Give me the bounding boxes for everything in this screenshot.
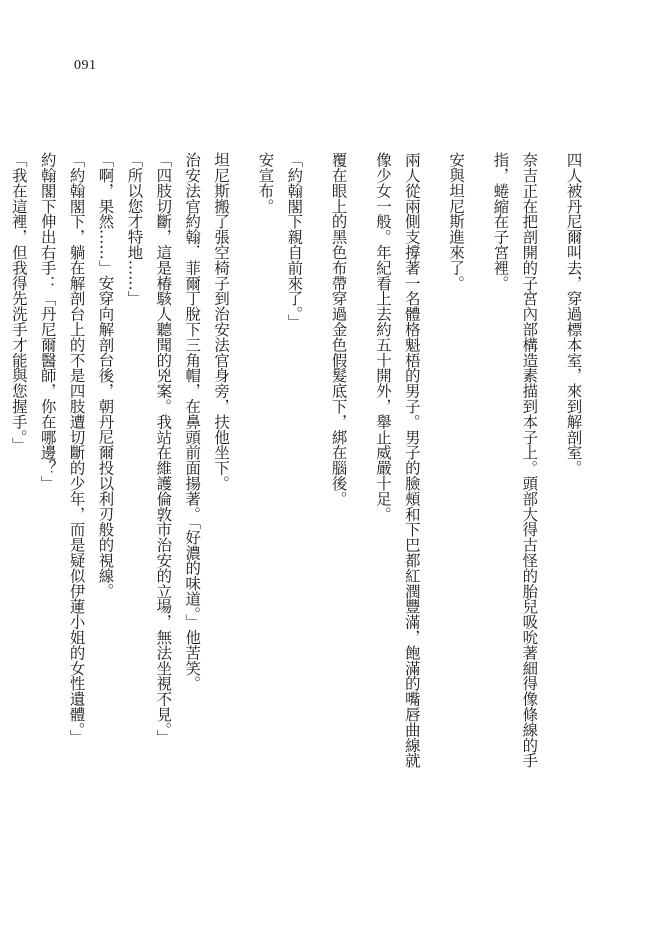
vertical-text-block [9,152,603,852]
text-line: 「四肢切斷，這是椿駭人聽聞的兇案。我站在維護倫敦市治安的立場，無法坐視不見。」 [154,152,173,745]
text-line: 「啊，果然……」安穿向解剖台後，朝丹尼爾投以利刃般的視線。 [96,152,115,599]
page-number: 091 [74,58,97,73]
text-line: 「我在這裡，但我得先洗手才能與您握手。」 [9,152,28,453]
text-line: 「約翰閣下，躺在解剖台上的不是四肢遭切斷的少年，而是疑似伊蓮小姐的女性遺體。」 [67,152,86,745]
text-line: 安與坦尼斯進來了。 [447,152,466,291]
text-line: 「約翰閣下親自前來了。」 [285,152,304,330]
text-line: 坦尼斯搬了張空椅子到治安法官身旁，扶他坐下。 [212,152,231,491]
text-line [0,152,4,852]
text-line: 治安法官約翰．菲爾丁脫下三角帽，在鼻頭前面揚著。「好濃的味道。」他苦笑。 [183,152,202,691]
text-line: 兩人從兩側支撐著一名體格魁梧的男子。男子的臉頰和下巴都紅潤豐滿，飽滿的嘴唇曲線就 [402,152,421,768]
text-line: 約翰閣下伸出右手：「丹尼爾醫師，你在哪邊？」 [38,152,57,491]
text-line: 安宣布。 [256,152,275,214]
text-line: 奈吉正在把剖開的子宮內部構造素描到本子上。頭部大得古怪的胎兒吸吮著細得像條線的手 [520,152,539,768]
text-line: 四人被丹尼爾叫去，穿過標本室，來到解剖室。 [564,152,583,476]
text-line: 覆在眼上的黑色布帶穿過金色假髮底下，綁在腦後。 [329,152,348,507]
text-line: 指，蜷縮在子宮裡。 [491,152,510,291]
text-line: 像少女一般。年紀看上去約五十開外，舉止威嚴十足。 [373,152,392,522]
text-line: 「所以您才特地……」 [125,152,144,306]
